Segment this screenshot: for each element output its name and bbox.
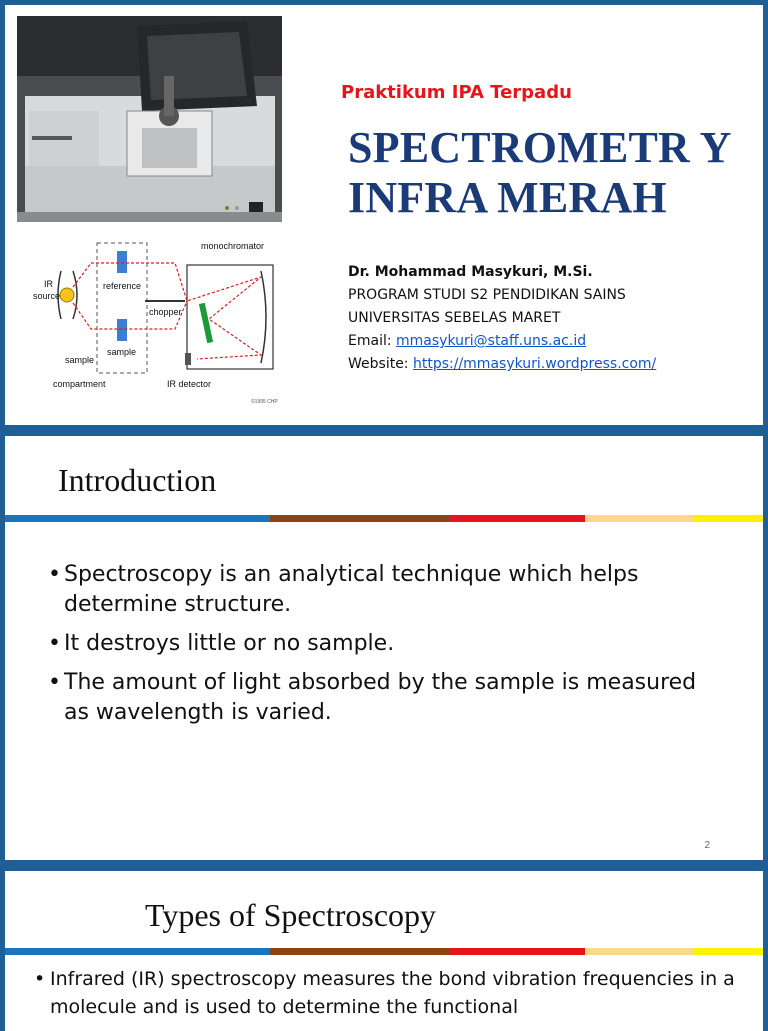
diagram-label-reference: reference bbox=[103, 281, 142, 291]
bullet-list bbox=[64, 560, 704, 728]
diagram-label-sample-compartment-2: compartment bbox=[53, 379, 106, 389]
types-slide bbox=[5, 871, 763, 1031]
website-label: Website: bbox=[348, 356, 413, 372]
ir-spectrometer-schematic bbox=[25, 237, 280, 407]
author-name: Dr. Mohammad Masykuri, M.Si. bbox=[348, 264, 593, 280]
list-item: • It destroys little or no sample. bbox=[64, 629, 704, 659]
course-subtitle: Praktikum IPA Terpadu bbox=[341, 82, 572, 103]
diagram-label-monochromator: monochromator bbox=[201, 241, 265, 251]
color-stripe bbox=[5, 515, 763, 522]
email-label: Email: bbox=[348, 333, 397, 349]
diagram-label-sample-compartment-1: sample bbox=[65, 355, 95, 365]
bullet-list bbox=[50, 965, 750, 1021]
diagram-label-sample: sample bbox=[107, 347, 137, 357]
title-slide bbox=[5, 5, 763, 425]
color-stripe bbox=[5, 948, 763, 955]
program-name: PROGRAM STUDI S2 PENDIDIKAN SAINS bbox=[348, 287, 626, 303]
email-line bbox=[348, 330, 656, 353]
university-name: UNIVERSITAS SEBELAS MARET bbox=[348, 310, 561, 326]
email-link[interactable]: mmasykuri@staff.uns.ac.id bbox=[396, 333, 587, 349]
slide-title: SPECTROMETR Y INFRA MERAH bbox=[348, 123, 730, 222]
website-link[interactable]: https://mmasykuri.wordpress.com/ bbox=[412, 356, 657, 372]
author-info bbox=[348, 261, 656, 376]
diagram-label-source: source bbox=[33, 291, 61, 301]
diagram-copyright: ©1995 CHP bbox=[251, 399, 278, 405]
diagram-label-ir: IR bbox=[44, 279, 53, 289]
diagram-label-ir-detector: IR detector bbox=[167, 379, 212, 389]
ftir-instrument-photo bbox=[17, 16, 282, 222]
list-item: • Infrared (IR) spectroscopy measures the bond vibration frequencies in a molecule and is used to determine the functional bbox=[50, 965, 750, 1021]
slide-title: Introduction bbox=[58, 462, 217, 498]
introduction-slide bbox=[5, 436, 763, 860]
page-number: 2 bbox=[704, 840, 710, 851]
list-item: • The amount of light absorbed by the sample is measured as wavelength is varied. bbox=[64, 668, 704, 728]
slide-title: Types of Spectroscopy bbox=[145, 897, 437, 933]
diagram-label-chopper: chopper bbox=[149, 307, 182, 317]
website-line bbox=[348, 353, 656, 376]
list-item: • Spectroscopy is an analytical technique which helps determine structure. bbox=[64, 560, 704, 620]
